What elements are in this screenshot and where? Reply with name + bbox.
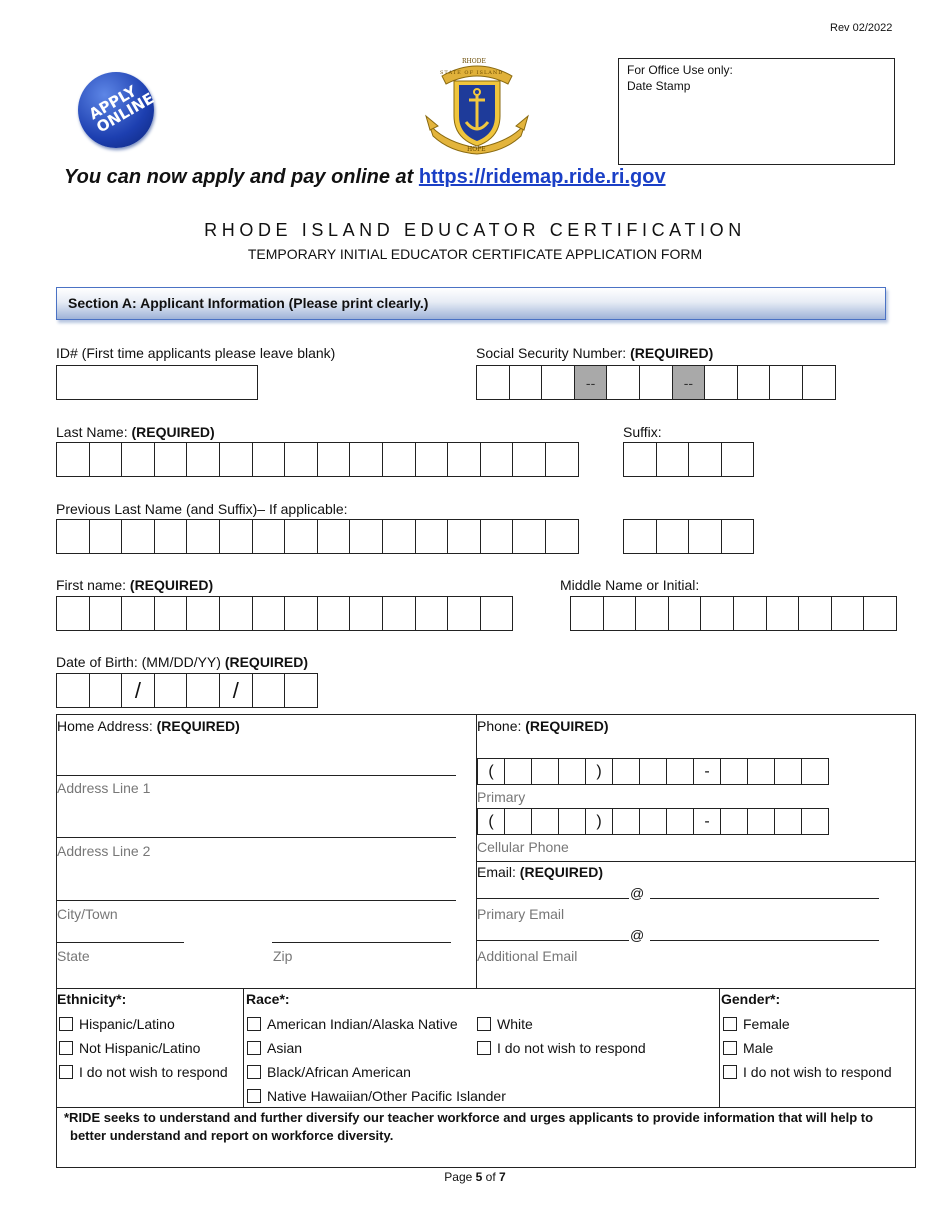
dob-input[interactable] xyxy=(56,673,318,708)
char-box[interactable] xyxy=(317,442,351,477)
cell-phone-label: Cellular Phone xyxy=(477,839,569,855)
email-at-sign: @ xyxy=(630,927,645,943)
char-box[interactable] xyxy=(252,442,286,477)
ssn-box[interactable] xyxy=(769,365,803,400)
char-box[interactable] xyxy=(219,596,253,631)
first-name-input[interactable] xyxy=(56,596,513,631)
contact-divider-horizontal xyxy=(476,861,916,862)
dob-box[interactable] xyxy=(89,673,123,708)
ssn-box[interactable] xyxy=(541,365,575,400)
char-box[interactable] xyxy=(733,596,767,631)
phone-box[interactable] xyxy=(666,758,694,785)
char-box[interactable] xyxy=(635,596,669,631)
char-box[interactable] xyxy=(89,442,123,477)
race-option-label: I do not wish to respond xyxy=(497,1040,646,1056)
race-option[interactable] xyxy=(247,1040,302,1056)
char-box[interactable] xyxy=(512,442,546,477)
race-option[interactable] xyxy=(247,1016,458,1032)
phone-box[interactable] xyxy=(531,758,559,785)
char-box[interactable] xyxy=(545,442,579,477)
ethnicity-label: Ethnicity*: xyxy=(57,991,127,1007)
demographics-divider-2 xyxy=(719,988,720,1108)
city-label: City/Town xyxy=(57,906,118,922)
char-box[interactable] xyxy=(863,596,897,631)
phone-box[interactable] xyxy=(531,808,559,835)
dob-slash: / xyxy=(219,673,253,708)
char-box[interactable] xyxy=(603,596,637,631)
race-option-label: Black/African American xyxy=(267,1064,411,1080)
char-box[interactable] xyxy=(766,596,800,631)
dob-box[interactable] xyxy=(284,673,318,708)
phone-label-text: Phone: xyxy=(477,718,526,734)
address-line-2-label: Address Line 2 xyxy=(57,843,151,859)
additional-email-user-input[interactable] xyxy=(477,940,629,941)
char-box[interactable] xyxy=(121,519,155,554)
char-box[interactable] xyxy=(480,519,514,554)
char-box[interactable] xyxy=(656,519,690,554)
char-box[interactable] xyxy=(56,519,90,554)
checkbox[interactable] xyxy=(59,1041,73,1055)
page-number xyxy=(0,1170,950,1184)
phone-box[interactable] xyxy=(639,808,667,835)
char-box[interactable] xyxy=(545,519,579,554)
checkbox[interactable] xyxy=(723,1017,737,1031)
gender-option[interactable] xyxy=(723,1016,790,1032)
char-box[interactable] xyxy=(480,596,514,631)
checkbox[interactable] xyxy=(247,1089,261,1103)
email-label-text: Email: xyxy=(477,864,520,880)
ssn-box[interactable] xyxy=(639,365,673,400)
dob-slash: / xyxy=(121,673,155,708)
char-box[interactable] xyxy=(447,519,481,554)
last-name-label xyxy=(56,424,215,440)
char-box[interactable] xyxy=(415,596,449,631)
char-box[interactable] xyxy=(688,442,722,477)
char-box[interactable] xyxy=(219,442,253,477)
char-box[interactable] xyxy=(186,519,220,554)
char-box[interactable] xyxy=(688,519,722,554)
char-box[interactable] xyxy=(798,596,832,631)
state-seal-logo xyxy=(424,56,530,156)
ssn-box[interactable] xyxy=(476,365,510,400)
checkbox[interactable] xyxy=(723,1041,737,1055)
suffix-label: Suffix: xyxy=(623,424,662,440)
char-box[interactable] xyxy=(154,442,188,477)
dob-box[interactable] xyxy=(252,673,286,708)
first-name-label-text: First name: xyxy=(56,577,130,593)
checkbox[interactable] xyxy=(723,1065,737,1079)
char-box[interactable] xyxy=(721,519,755,554)
address-line-2-input[interactable] xyxy=(56,837,456,838)
phone-box[interactable] xyxy=(774,758,802,785)
date-stamp-label: Date Stamp xyxy=(627,79,691,93)
char-box[interactable] xyxy=(447,442,481,477)
checkbox[interactable] xyxy=(247,1041,261,1055)
zip-label: Zip xyxy=(273,948,293,964)
char-box[interactable] xyxy=(447,596,481,631)
ssn-separator: -- xyxy=(672,365,706,400)
ssn-label-text: Social Security Number: xyxy=(476,345,631,361)
phone-box[interactable] xyxy=(774,808,802,835)
char-box[interactable] xyxy=(349,442,383,477)
first-name-label xyxy=(56,577,213,593)
page-of-word: of xyxy=(482,1170,500,1184)
char-box[interactable] xyxy=(317,519,351,554)
checkbox[interactable] xyxy=(477,1041,491,1055)
gender-option-label: I do not wish to respond xyxy=(743,1064,892,1080)
primary-phone-label: Primary xyxy=(477,789,526,805)
required-marker: (REQUIRED) xyxy=(525,718,609,734)
section-a-title: Section A: Applicant Information (Please print clearly.) xyxy=(68,295,429,311)
ssn-input[interactable] xyxy=(476,365,836,400)
race-option-label: Native Hawaiian/Other Pacific Islander xyxy=(267,1088,506,1104)
form-title: RHODE ISLAND EDUCATOR CERTIFICATION xyxy=(204,220,746,240)
char-box[interactable] xyxy=(721,442,755,477)
city-input[interactable] xyxy=(56,900,456,901)
dob-box[interactable] xyxy=(154,673,188,708)
race-option[interactable] xyxy=(247,1064,411,1080)
race-option-label: American Indian/Alaska Native xyxy=(267,1016,458,1032)
char-box[interactable] xyxy=(623,442,657,477)
state-input[interactable] xyxy=(56,942,184,943)
primary-email-domain-input[interactable] xyxy=(650,898,879,899)
char-box[interactable] xyxy=(623,519,657,554)
phone-box[interactable] xyxy=(558,808,586,835)
checkbox[interactable] xyxy=(59,1017,73,1031)
page-total: 7 xyxy=(499,1170,506,1184)
char-box[interactable] xyxy=(186,596,220,631)
phone-label xyxy=(477,718,609,734)
char-box[interactable] xyxy=(56,596,90,631)
char-box[interactable] xyxy=(415,519,449,554)
char-box[interactable] xyxy=(512,519,546,554)
phone-open-paren: ( xyxy=(477,808,505,835)
form-subtitle: TEMPORARY INITIAL EDUCATOR CERTIFICATE APPLICATION FORM xyxy=(247,246,703,262)
dob-label-text: Date of Birth: (MM/DD/YY) xyxy=(56,654,225,670)
address-line-1-input[interactable] xyxy=(56,775,456,776)
phone-box[interactable] xyxy=(558,758,586,785)
char-box[interactable] xyxy=(382,519,416,554)
previous-last-name-input[interactable] xyxy=(56,519,579,554)
primary-email-label: Primary Email xyxy=(477,906,565,922)
phone-open-paren: ( xyxy=(477,758,505,785)
ethnicity-option[interactable] xyxy=(59,1040,200,1056)
char-box[interactable] xyxy=(480,442,514,477)
phone-dash: - xyxy=(693,808,721,835)
phone-box[interactable] xyxy=(747,808,775,835)
gender-label: Gender*: xyxy=(721,991,781,1007)
char-box[interactable] xyxy=(668,596,702,631)
office-use-label: For Office Use only: xyxy=(627,63,733,77)
checkbox[interactable] xyxy=(477,1017,491,1031)
required-marker: (REQUIRED) xyxy=(224,654,309,670)
phone-box[interactable] xyxy=(612,758,640,785)
apply-online-text: APPLY ONLINE xyxy=(85,81,158,137)
apply-online-badge[interactable] xyxy=(78,72,158,148)
checkbox[interactable] xyxy=(59,1065,73,1079)
phone-dash: - xyxy=(693,758,721,785)
ssn-box[interactable] xyxy=(606,365,640,400)
previous-suffix-input[interactable] xyxy=(623,519,754,554)
last-name-label-text: Last Name: xyxy=(56,424,132,440)
ethnicity-option-label: Not Hispanic/Latino xyxy=(79,1040,201,1056)
race-option[interactable] xyxy=(477,1016,533,1032)
ssn-separator: -- xyxy=(574,365,608,400)
race-option-label: Asian xyxy=(267,1040,303,1056)
char-box[interactable] xyxy=(382,442,416,477)
previous-last-name-label: Previous Last Name (and Suffix)– If applicable: xyxy=(56,501,348,517)
phone-box[interactable] xyxy=(720,808,748,835)
char-box[interactable] xyxy=(219,519,253,554)
ssn-box[interactable] xyxy=(802,365,836,400)
char-box[interactable] xyxy=(570,596,604,631)
state-label: State xyxy=(57,948,90,964)
ssn-box[interactable] xyxy=(704,365,738,400)
home-address-label xyxy=(57,718,240,734)
ethnicity-option-label: Hispanic/Latino xyxy=(79,1016,175,1032)
seal-top-text: RHODE xyxy=(462,58,486,65)
char-box[interactable] xyxy=(154,519,188,554)
dob-box[interactable] xyxy=(186,673,220,708)
char-box[interactable] xyxy=(252,596,286,631)
id-label: ID# (First time applicants please leave blank) xyxy=(56,345,336,361)
page-current: 5 xyxy=(475,1170,483,1184)
char-box[interactable] xyxy=(700,596,734,631)
primary-email-user-input[interactable] xyxy=(477,898,629,899)
additional-email-label: Additional Email xyxy=(477,948,578,964)
email-at-sign: @ xyxy=(630,885,645,901)
id-input[interactable] xyxy=(56,365,258,400)
middle-name-input[interactable] xyxy=(570,596,897,631)
address-line-1-label: Address Line 1 xyxy=(57,780,151,796)
char-box[interactable] xyxy=(121,596,155,631)
apply-online-notice xyxy=(64,166,666,189)
char-box[interactable] xyxy=(89,519,123,554)
ssn-box[interactable] xyxy=(737,365,771,400)
char-box[interactable] xyxy=(382,596,416,631)
char-box[interactable] xyxy=(186,442,220,477)
demographics-divider-bottom xyxy=(56,1107,916,1108)
gender-option[interactable] xyxy=(723,1064,892,1080)
dob-box[interactable] xyxy=(56,673,90,708)
char-box[interactable] xyxy=(284,442,318,477)
ssn-box[interactable] xyxy=(509,365,543,400)
phone-box[interactable] xyxy=(666,808,694,835)
phone-box[interactable] xyxy=(747,758,775,785)
zip-input[interactable] xyxy=(272,942,451,943)
diversity-note: *RIDE seeks to understand and further diversify our teacher workforce and urges applicants to provide information that will help to better understand and report on workforce diversity. xyxy=(64,1110,874,1143)
race-option[interactable] xyxy=(247,1088,506,1104)
suffix-input[interactable] xyxy=(623,442,754,477)
gender-option-label: Male xyxy=(743,1040,774,1056)
home-address-label-text: Home Address: xyxy=(57,718,157,734)
ethnicity-option[interactable] xyxy=(59,1064,228,1080)
ethnicity-option[interactable] xyxy=(59,1016,175,1032)
seal-banner-text: STATE OF ISLAND xyxy=(440,70,504,76)
checkbox[interactable] xyxy=(247,1065,261,1079)
gender-option[interactable] xyxy=(723,1040,773,1056)
phone-box[interactable] xyxy=(504,808,532,835)
cell-phone-input[interactable] xyxy=(477,808,829,835)
middle-name-label: Middle Name or Initial: xyxy=(560,577,700,593)
last-name-input[interactable] xyxy=(56,442,579,477)
phone-box[interactable] xyxy=(801,758,829,785)
section-a-header xyxy=(56,287,886,320)
char-box[interactable] xyxy=(831,596,865,631)
race-option[interactable] xyxy=(477,1040,646,1056)
char-box[interactable] xyxy=(317,596,351,631)
race-option-label: White xyxy=(497,1016,533,1032)
checkbox[interactable] xyxy=(247,1017,261,1031)
ethnicity-option-label: I do not wish to respond xyxy=(79,1064,228,1080)
phone-box[interactable] xyxy=(801,808,829,835)
required-marker: (REQUIRED) xyxy=(156,718,240,734)
char-box[interactable] xyxy=(252,519,286,554)
gender-option-label: Female xyxy=(743,1016,790,1032)
char-box[interactable] xyxy=(349,596,383,631)
ridemap-link[interactable]: https://ridemap.ride.ri.gov xyxy=(418,166,666,188)
char-box[interactable] xyxy=(349,519,383,554)
char-box[interactable] xyxy=(284,519,318,554)
required-marker: (REQUIRED) xyxy=(630,345,714,361)
demographics-divider-1 xyxy=(243,988,244,1108)
revision-date: Rev 02/2022 xyxy=(830,22,893,34)
dob-label xyxy=(56,654,308,670)
char-box[interactable] xyxy=(56,442,90,477)
required-marker: (REQUIRED) xyxy=(131,424,215,440)
required-marker: (REQUIRED) xyxy=(129,577,214,593)
char-box[interactable] xyxy=(121,442,155,477)
race-label: Race*: xyxy=(246,991,290,1007)
page-word: Page xyxy=(444,1170,476,1184)
required-marker: (REQUIRED) xyxy=(519,864,604,880)
apply-online-notice-text: You can now apply and pay online at xyxy=(64,166,419,188)
char-box[interactable] xyxy=(89,596,123,631)
phone-close-paren: ) xyxy=(585,758,613,785)
ssn-label xyxy=(476,345,713,361)
additional-email-domain-input[interactable] xyxy=(650,940,879,941)
phone-box[interactable] xyxy=(720,758,748,785)
phone-close-paren: ) xyxy=(585,808,613,835)
email-label xyxy=(477,864,603,880)
phone-box[interactable] xyxy=(504,758,532,785)
char-box[interactable] xyxy=(284,596,318,631)
char-box[interactable] xyxy=(415,442,449,477)
seal-motto-text: HOPE xyxy=(467,146,486,153)
phone-box[interactable] xyxy=(612,808,640,835)
char-box[interactable] xyxy=(154,596,188,631)
char-box[interactable] xyxy=(656,442,690,477)
phone-box[interactable] xyxy=(639,758,667,785)
primary-phone-input[interactable] xyxy=(477,758,829,785)
office-use-box xyxy=(618,58,895,165)
